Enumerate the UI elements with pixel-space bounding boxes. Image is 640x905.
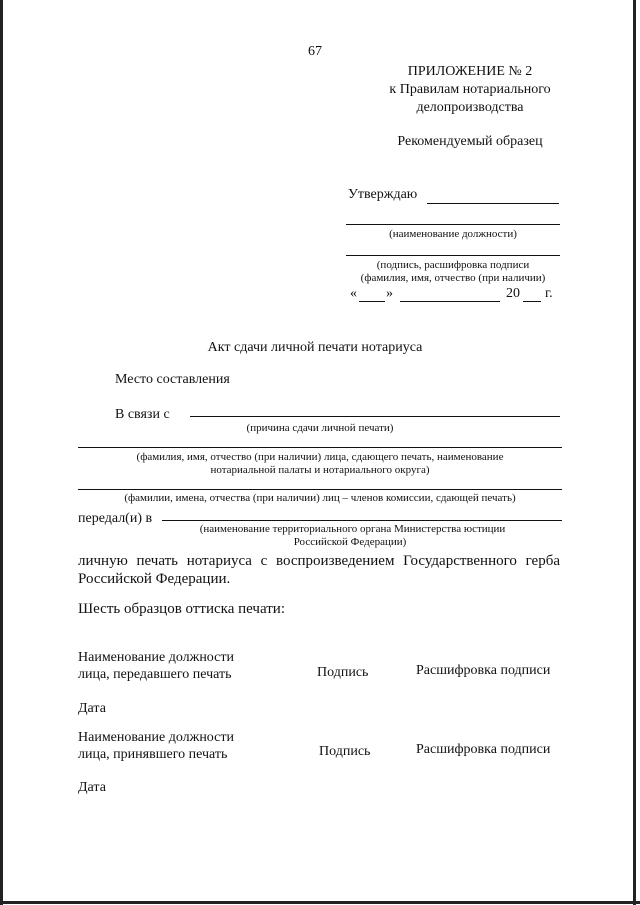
commission-caption: (фамилии, имена, отчества (при наличии) лиц – членов комиссии, сдающей печать) [124,492,516,504]
transferred-line [162,520,562,521]
sign-block-2-position-line-1: Наименование должности [78,730,234,745]
appendix-line-3: делопроизводства [416,100,524,115]
body-text-2: Российской Федерации. [78,571,231,587]
sign-block-1-decoding: Расшифровка подписи [416,663,551,678]
date-year-line [523,301,541,302]
notary-caption-1: (фамилия, имя, отчество (при наличии) лица, сдающего печать, наименование [136,451,504,463]
notary-caption-2: нотариальной палаты и нотариального округа) [210,464,430,476]
date-year-prefix: 20 [506,286,520,301]
place-label: Место составления [115,372,230,387]
date-open-quote: « [350,286,357,301]
transferred-caption-1: (наименование территориального органа Министерства юстиции [199,523,506,535]
scan-border-bottom [0,901,640,904]
date-close-quote: » [386,286,393,301]
appendix-title: ПРИЛОЖЕНИЕ № 2 [407,64,533,79]
sign-block-2-date: Дата [78,780,106,795]
sign-block-2-position-line-2: лица, принявшего печать [78,747,228,762]
samples-label: Шесть образцов оттиска печати: [78,601,285,617]
recommended-sample: Рекомендуемый образец [397,134,543,149]
date-day-line [359,301,385,302]
position-caption: (наименование должности) [389,228,517,240]
due-to-label: В связи с [115,407,170,422]
body-text-1: личную печать нотариуса с воспроизведением Государственного герба [78,553,560,569]
position-line [346,224,560,225]
transferred-label: передал(и) в [78,511,153,526]
scan-border-right [633,0,636,905]
date-month-line [400,301,500,302]
sign-block-1-signature: Подпись [317,665,369,680]
appendix-line-2: к Правилам нотариального [389,82,551,97]
scan-border-left [0,0,3,905]
sign-block-1-date: Дата [78,701,106,716]
transferred-caption-2: Российской Федерации) [293,536,407,548]
signature-line [346,255,560,256]
signature-caption-2: (фамилия, имя, отчество (при наличии) [360,272,546,284]
approve-signature-line [427,203,559,204]
notary-line [78,447,562,448]
due-to-caption: (причина сдачи личной печати) [246,422,394,434]
sign-block-1-position-line-2: лица, передавшего печать [78,667,232,682]
date-year-suffix: г. [545,286,553,301]
signature-caption-1: (подпись, расшифровка подписи [376,259,530,271]
act-title: Акт сдачи личной печати нотариуса [207,340,423,355]
commission-line [78,489,562,490]
sign-block-1-position-line-1: Наименование должности [78,650,234,665]
page-number: 67 [308,44,322,59]
approve-label: Утверждаю [348,187,418,202]
due-to-line [190,416,560,417]
sign-block-2-signature: Подпись [319,744,371,759]
sign-block-2-decoding: Расшифровка подписи [416,742,551,757]
